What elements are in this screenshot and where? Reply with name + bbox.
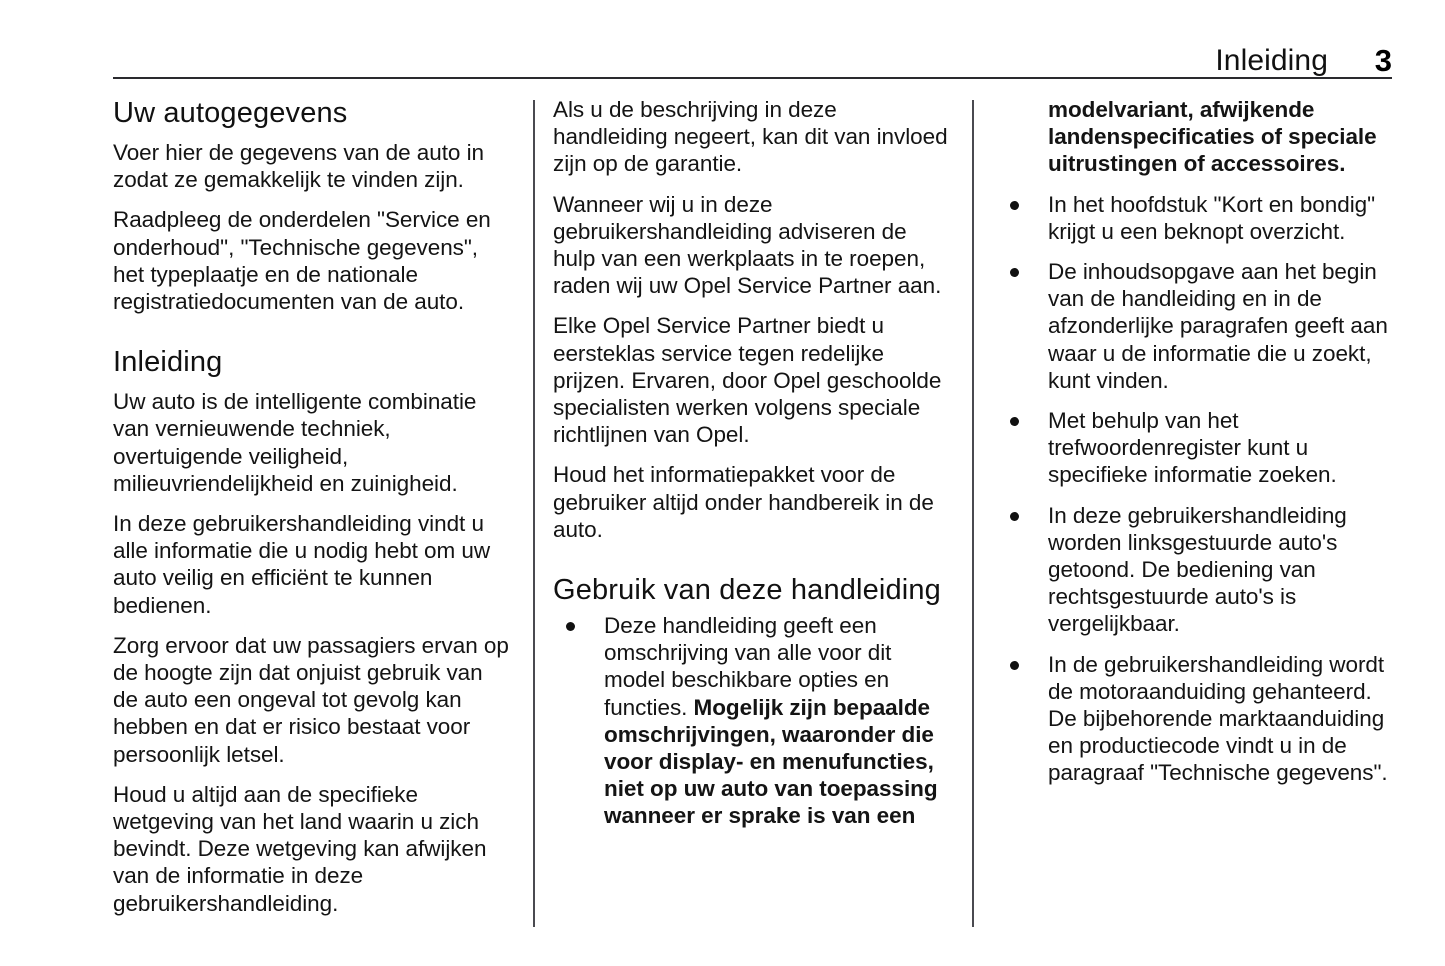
text-column-3 bbox=[997, 96, 1397, 926]
list-item-text: In deze gebruikershandleiding worden linksgestuurde auto's getoond. De bediening van rechtsgestuurde auto's is vergelijkbaar. bbox=[1048, 502, 1347, 637]
paragraph: Raadpleeg de onderdelen "Service en onderhoud", "Technische gegevens", het typeplaatje en de nationale registratiedocumenten van de auto. bbox=[113, 207, 491, 315]
paragraph: In deze gebruikershandleiding vindt u alle informatie die u nodig hebt om uw auto veilig en efficiënt te kunnen bedienen. bbox=[113, 511, 491, 618]
list-item bbox=[997, 502, 1397, 638]
heading-inleiding: Inleiding bbox=[113, 346, 223, 379]
list-item-text: In de gebruikershandleiding wordt de motoraanduiding gehanteerd. De bijbehorende marktaanduiding en productiecode vindt u in de paragraaf "Technische gegevens". bbox=[1048, 651, 1388, 786]
list-item-text-bold: Mogelijk zijn bepaalde omschrijvingen, waaronder die voor display- en menufuncties, niet op uw auto van toepassing wanneer er sprake is van een bbox=[604, 694, 938, 829]
heading-gebruik-van-deze-handleiding: Gebruik van deze handleiding bbox=[553, 574, 941, 607]
paragraph: Houd het informatiepakket voor de gebruiker altijd onder handbereik in de auto. bbox=[553, 462, 934, 542]
bullet-dot-icon bbox=[566, 622, 575, 631]
list-item bbox=[997, 651, 1397, 787]
list-item-text: Met behulp van het trefwoordenregister kunt u specifieke informatie zoeken. bbox=[1048, 408, 1337, 488]
bullet-list-column-3 bbox=[997, 96, 1397, 787]
text-column-2 bbox=[553, 96, 953, 926]
bullet-dot-icon bbox=[1010, 512, 1019, 521]
heading-uw-autogegevens: Uw autogegevens bbox=[113, 97, 348, 129]
column-divider-2 bbox=[972, 100, 974, 927]
continuation-bold-text: modelvariant, afwijkende landenspecificaties of speciale uitrustingen of accessoires. bbox=[1048, 97, 1377, 177]
list-item-text: De inhoudsopgave aan het begin van de handleiding en in de afzonderlijke paragrafen geeft aan waar u de informatie die u zoekt, kunt vinden. bbox=[1048, 259, 1388, 393]
bullet-list-column-2 bbox=[553, 612, 953, 830]
bullet-dot-icon bbox=[1010, 268, 1019, 277]
paragraph: Houd u altijd aan de specifieke wetgeving van het land waarin u zich bevindt. Deze wetgeving kan afwijken van de informatie in deze gebruikershandleiding. bbox=[113, 781, 487, 916]
page-title: Inleiding bbox=[1215, 44, 1328, 77]
list-item bbox=[997, 258, 1397, 394]
column-divider-1 bbox=[533, 100, 535, 927]
page-number: 3 bbox=[1374, 43, 1392, 78]
paragraph: Zorg ervoor dat uw passagiers ervan op de hoogte zijn dat onjuist gebruik van de auto een ongeval tot gevolg kan hebben en dat er risico bestaat voor persoonlijk letsel. bbox=[113, 632, 509, 767]
page-running-header bbox=[113, 36, 1392, 78]
list-item bbox=[997, 407, 1397, 489]
paragraph: Als u de beschrijving in deze handleiding negeert, kan dit van invloed zijn op de garantie. bbox=[553, 97, 948, 177]
list-item bbox=[997, 191, 1397, 245]
bullet-dot-icon bbox=[1010, 417, 1019, 426]
list-item bbox=[553, 612, 953, 830]
list-item-text: In het hoofdstuk "Kort en bondig" krijgt u een beknopt overzicht. bbox=[1048, 191, 1376, 244]
list-item-text-normal: Deze handleiding geeft een omschrijving van alle voor dit model beschikbare opties en functies. bbox=[604, 613, 892, 720]
paragraph: Uw auto is de intelligente combinatie van vernieuwende techniek, overtuigende veiligheid, milieuvriendelijkheid en zuinigheid. bbox=[113, 389, 477, 496]
paragraph: Voer hier de gegevens van de auto in zodat ze gemakkelijk te vinden zijn. bbox=[113, 140, 484, 193]
bullet-dot-icon bbox=[1010, 201, 1019, 210]
list-item-continuation bbox=[997, 96, 1397, 178]
text-column-1 bbox=[113, 96, 513, 926]
paragraph: Wanneer wij u in deze gebruikershandleiding adviseren de hulp van een werkplaats in te roepen, raden wij uw Opel Service Partner aan. bbox=[553, 191, 942, 299]
header-divider-rule bbox=[113, 77, 1392, 79]
paragraph: Elke Opel Service Partner biedt u eersteklas service tegen redelijke prijzen. Ervaren, door Opel geschoolde specialisten werken volgens speciale richtlijnen van Opel. bbox=[553, 313, 942, 448]
bullet-dot-icon bbox=[1010, 661, 1019, 670]
page-body-columns bbox=[113, 96, 1392, 926]
